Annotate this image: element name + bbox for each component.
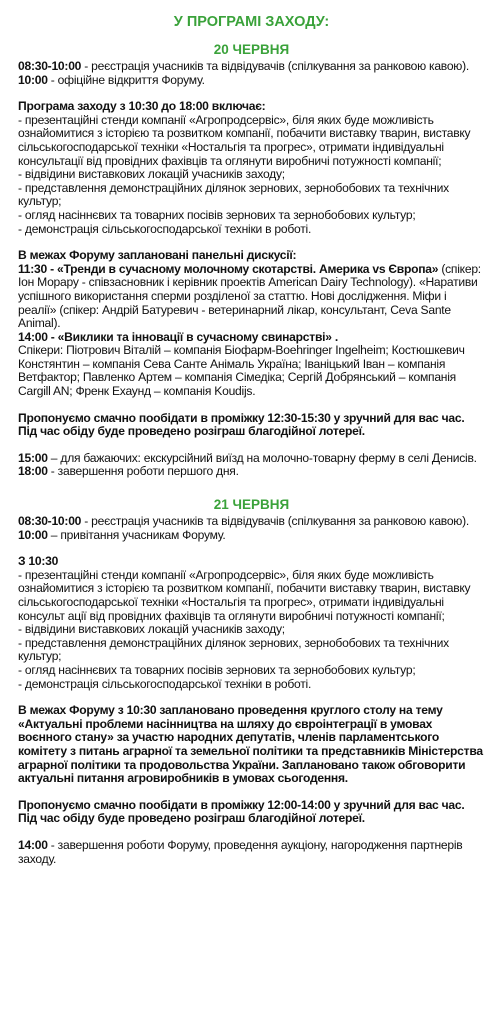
list-item: - огляд насіннєвих та товарних посівів зернових та зернобобових культур; bbox=[18, 207, 416, 222]
day-1-end bbox=[18, 465, 485, 479]
day-1-title: 20 ЧЕРВНЯ bbox=[213, 42, 290, 57]
registration-text: - реєстрація учасників та відвідувачів (спілкування за ранковою кавою). bbox=[81, 514, 470, 529]
list-item: - відвідини виставкових локацій учасників заходу; bbox=[18, 167, 285, 182]
list-item: - представлення демонстраційних ділянок зернових, зернобобових та технічних культур; bbox=[18, 180, 449, 209]
day-1-registration bbox=[18, 60, 485, 74]
day-2-end bbox=[18, 839, 485, 866]
time-label: 08:30-10:00 bbox=[18, 514, 82, 529]
registration-text: - реєстрація учасників та відвідувачів (спілкування за ранковою кавою). bbox=[81, 59, 470, 73]
panel-1-text: (спікер: Іон Морару - співзасновник і керівник проектів American Dairy Technology). «Наративи успішного використання сперми розділеної за статтю. Нові дослідження. Міфи і реалії» (спікер: Андрій Батуревич - ветеринарний лікар, консультант, Ceva Sante Animal). bbox=[18, 261, 481, 331]
list-item: - презентаційні стенди компанії «Агропродсервіс», біля яких буде можливість ознайомитися з історією та розвитком компанії, побачити виставку тварин, виставку сільськогосподарської техніки «Ностальгія та прогрес», отримати індивідуальні консультації від провідних фахівців та оглянути виробничі потужності компанії; bbox=[18, 112, 471, 168]
day-1-excursion bbox=[18, 452, 485, 466]
time-label: 08:30-10:00 bbox=[18, 59, 82, 73]
end-text: - завершення роботи першого дня. bbox=[47, 464, 239, 479]
day-1-lunch-notice: Пропонуємо смачно пообідати в проміжку 12:30-15:30 у зручний для вас час. Під час обіду буде проведено розіграш благодійної лотереї. bbox=[18, 410, 465, 439]
time-label: 18:00 bbox=[18, 464, 48, 479]
time-label: 15:00 bbox=[18, 450, 48, 465]
time-label: 10:00 bbox=[18, 527, 48, 542]
program-title: У ПРОГРАМІ ЗАХОДУ: bbox=[173, 14, 330, 30]
list-item: - відвідини виставкових локацій учасників заходу; bbox=[18, 622, 285, 637]
day-1-section bbox=[18, 42, 485, 479]
list-item: - огляд насіннєвих та товарних посівів зернових та зернобобових культур; bbox=[18, 662, 416, 677]
panel-2-title: 14:00 - «Виклики та інновації в сучасному свинарстві» . bbox=[18, 329, 338, 344]
day-2-program-heading: З 10:30 bbox=[18, 554, 59, 569]
end-text: - завершення роботи Форуму, проведення аукціону, нагородження партнерів заходу. bbox=[18, 837, 463, 866]
day-2-section bbox=[18, 497, 485, 866]
list-item: - презентаційні стенди компанії «Агропродсервіс», біля яких буде можливість ознайомитися з історією та розвитком компанії, побачити виставку тварин, виставку сільськогосподарської техніки «Ностальгія та прогрес», отримати індивідуальні консульт ації від провідних фахівців та оглянути виробничі потужності компанії; bbox=[18, 567, 471, 623]
day-2-title: 21 ЧЕРВНЯ bbox=[213, 497, 290, 513]
greeting-text: – привітання учасникам Форуму. bbox=[47, 527, 226, 542]
list-item: - представлення демонстраційних ділянок зернових, зернобобових та технічних культур; bbox=[18, 635, 449, 664]
panel-2-speakers: Спікери: Піотрович Віталій – компанія Біофарм-Boehringer Ingelheim; Костюшкевич Констянтин – компанія Сева Санте Анімаль Україна; Іваніцький Іван – компанія Ветфактор; Павленко Артем – компанія Сімедіка; Сергій Добрянський – компанія Cargill AN; Френк Ехаунд – компанія Koudijs. bbox=[18, 343, 465, 399]
panel-discussions-heading: В межах Форуму заплановані панельні дискусії: bbox=[18, 248, 297, 263]
panel-1-title: 11:30 - «Тренди в сучасному молочному скотарстві. Америка vs Європа» bbox=[18, 261, 439, 276]
day-2-greeting bbox=[18, 529, 485, 543]
time-label: 10:00 bbox=[18, 72, 48, 87]
round-table-notice: В межах Форуму з 10:30 заплановано проведення круглого столу на тему «Актуальні проблеми насінництва на шляху до євроінтеграції в умовах воєнного стану» за участю народних депутатів, членів парламентського комітету з питань аграрної та земельної політики та представників Міністерства аграрної політики та продовольства України. Заплановано також обговорити актуальні питання агровиробників в умовах сьогодення. bbox=[18, 703, 483, 786]
list-item: - демонстрація сільськогосподарської техніки в роботі. bbox=[18, 221, 312, 236]
time-label: 14:00 bbox=[18, 837, 48, 852]
day-2-registration bbox=[18, 515, 485, 529]
day-2-lunch-notice: Пропонуємо смачно пообідати в проміжку 12:00-14:00 у зручний для вас час. Під час обіду буде проведено розіграш благодійної лотереї. bbox=[18, 797, 465, 826]
excursion-text: – для бажаючих: екскурсійний виїзд на молочно-товарну ферму в селі Денисів. bbox=[47, 450, 477, 465]
day-1-opening bbox=[18, 74, 485, 88]
day-1-program-heading: Програма заходу з 10:30 до 18:00 включає: bbox=[18, 99, 266, 114]
opening-text: - офіційне відкриття Форуму. bbox=[47, 72, 205, 87]
list-item: - демонстрація сільськогосподарської техніки в роботі. bbox=[18, 676, 312, 691]
panel-1 bbox=[18, 263, 485, 331]
